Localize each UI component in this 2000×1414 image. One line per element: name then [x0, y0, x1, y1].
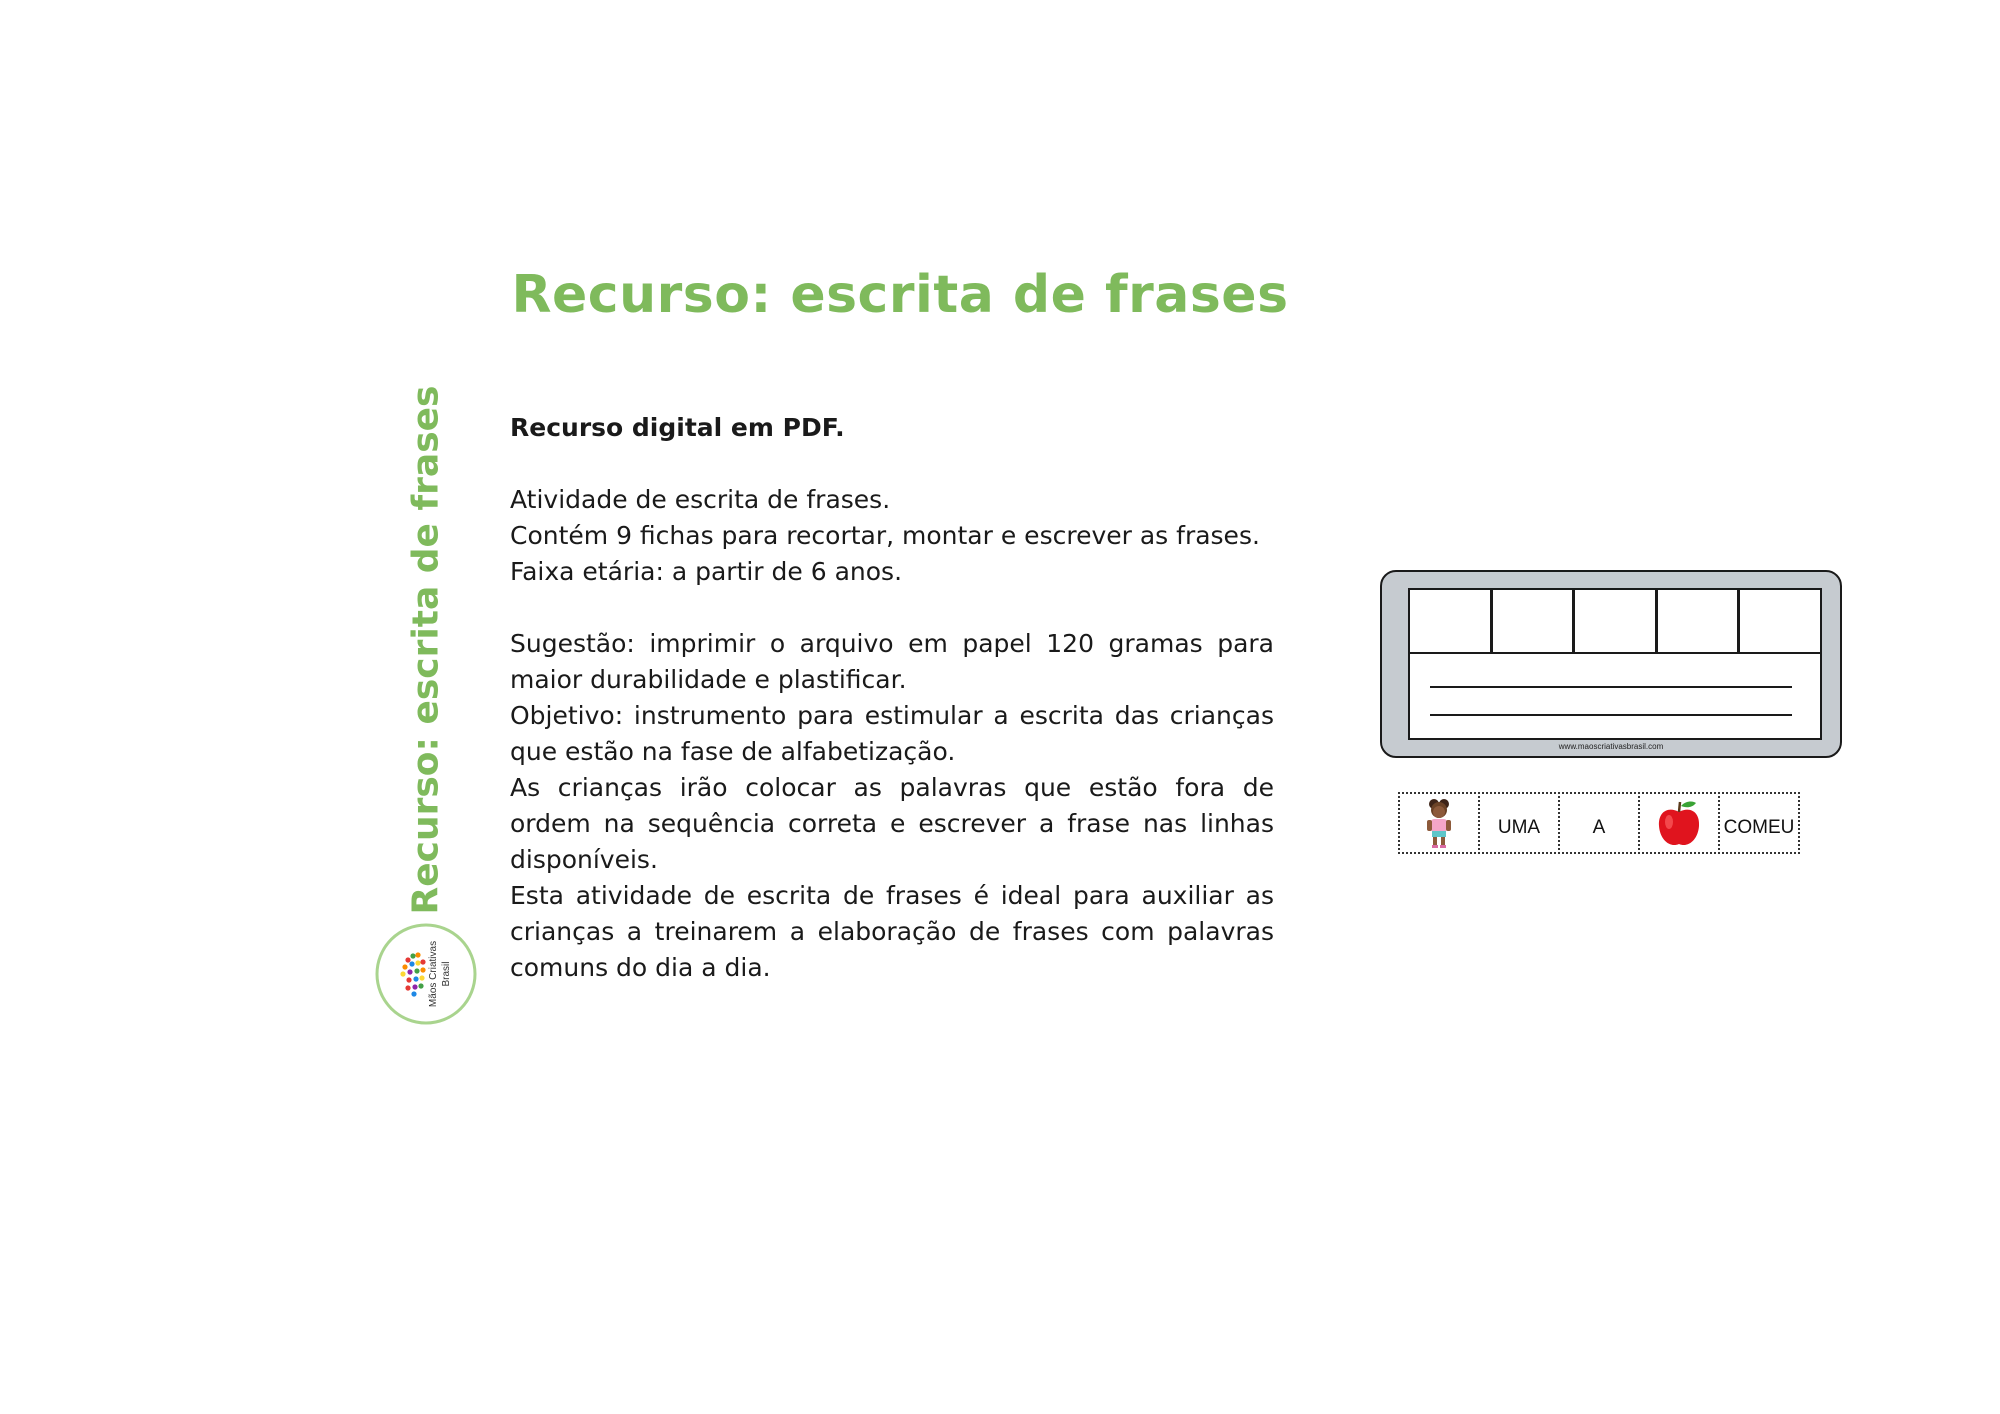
hand-logo-icon — [374, 922, 478, 1026]
apple-icon — [1656, 798, 1702, 848]
suggestion-paragraph: Sugestão: imprimir o arquivo em papel 120 gramas para maior durabilidade e plastificar. — [510, 629, 1274, 694]
worksheet-preview — [1380, 570, 1842, 758]
brand-logo — [374, 922, 478, 1026]
contents-line: Contém 9 fichas para recortar, montar e escrever as frases. — [510, 521, 1260, 550]
writing-line — [1430, 686, 1792, 688]
page-title: Recurso: escrita de frases — [511, 265, 1289, 325]
vertical-title: Recurso: escrita de frases — [405, 385, 447, 915]
word-card-apple — [1638, 792, 1720, 854]
worksheet-cell — [1575, 590, 1658, 652]
worksheet-board — [1408, 588, 1822, 740]
ideal-use-paragraph: Esta atividade de escrita de frases é ideal para auxiliar as crianças a treinarem a elaboração de frases com palavras comuns do dia a dia. — [510, 881, 1274, 982]
worksheet-cells — [1410, 590, 1820, 654]
lead-line: Recurso digital em PDF. — [510, 413, 845, 442]
vertical-title-container — [396, 385, 456, 915]
worksheet-url: www.maoscriativasbrasil.com — [1558, 742, 1664, 751]
worksheet-cell — [1740, 590, 1820, 652]
word-card — [1478, 792, 1560, 854]
writing-line — [1430, 714, 1792, 716]
age-range-line: Faixa etária: a partir de 6 anos. — [510, 557, 903, 586]
word-card-label: COMEU — [1723, 817, 1795, 838]
girl-icon — [1422, 796, 1456, 850]
description-text — [510, 410, 1274, 986]
logo-text-line2: Brasil — [441, 961, 452, 987]
objective-paragraph: Objetivo: instrumento para estimular a escrita das crianças que estão na fase de alfabetização. — [510, 701, 1274, 766]
worksheet-cell — [1493, 590, 1576, 652]
worksheet-cell — [1410, 590, 1493, 652]
word-card — [1718, 792, 1800, 854]
instructions-paragraph: As crianças irão colocar as palavras que estão fora de ordem na sequência correta e escrever a frase nas linhas disponíveis. — [510, 773, 1274, 874]
word-card-label: UMA — [1497, 817, 1541, 838]
word-card-label: A — [1592, 817, 1606, 838]
worksheet-cell — [1658, 590, 1741, 652]
word-cards — [1398, 792, 1798, 854]
word-card — [1558, 792, 1640, 854]
logo-text-line1: Mãos Criativas — [428, 940, 439, 1008]
word-card-girl — [1398, 792, 1480, 854]
activity-line: Atividade de escrita de frases. — [510, 485, 891, 514]
